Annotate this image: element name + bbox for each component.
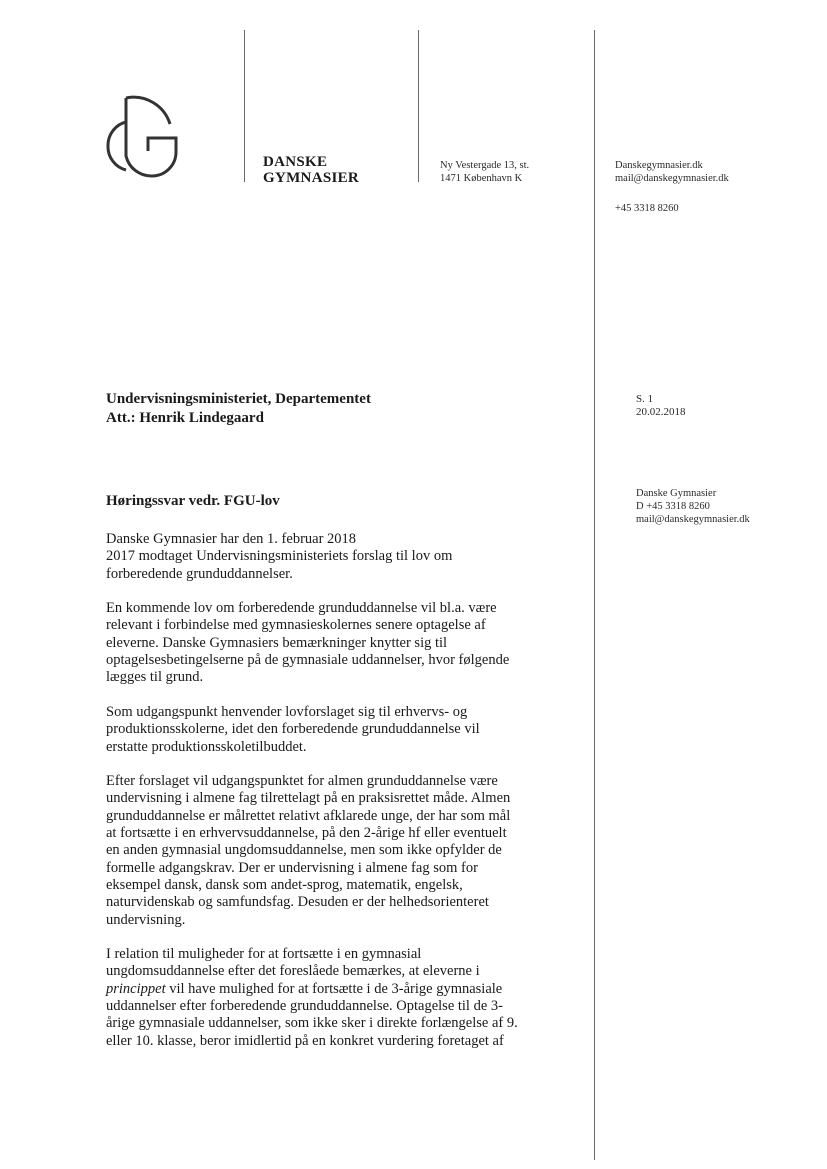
paragraph-line: 2017 modtaget Undervisningsministeriets forslag til lov om	[106, 548, 453, 565]
paragraph-line-rest: vil have mulighed for at fortsætte i de 3-årige gymnasiale	[165, 980, 503, 997]
recipient-line1: Undervisningsministeriet, Departementet	[106, 391, 371, 407]
paragraph	[106, 531, 566, 583]
paragraph-line: undervisning.	[106, 911, 186, 928]
paragraph-line: en anden gymnasial ungdomsuddannelse, men som ikke opfylder de	[106, 842, 502, 859]
recipient-line2: Att.: Henrik Lindegaard	[106, 410, 264, 426]
contact-email[interactable]: mail@danskegymnasier.dk	[636, 514, 750, 525]
address-block	[440, 159, 529, 185]
paragraph-line: erstatte produktionsskoletilbuddet.	[106, 738, 307, 755]
organization-name	[263, 154, 359, 186]
recipient-block	[106, 390, 371, 428]
letter-subject: Høringssvar vedr. FGU-lov	[106, 493, 280, 509]
paragraph-line: relevant i forbindelse med gymnasieskolernes senere optagelse af	[106, 617, 486, 634]
paragraph-line: ungdomsuddannelse efter det foreslåede bemærkes, at eleverne i	[106, 963, 480, 980]
paragraph-line: uddannelser efter forberedende grunduddannelse. Optagelse til de 3-	[106, 998, 503, 1015]
paragraph-line: grunduddannelse er målrettet relativt afklarede unge, der har som mål	[106, 807, 511, 824]
emphasis-text: princippet	[106, 980, 166, 997]
organization-name-line1: DANSKE	[263, 154, 328, 170]
danske-gymnasier-logo	[104, 94, 180, 178]
paragraph-line: lægges til grund.	[106, 669, 204, 686]
paragraph-line: En kommende lov om forberedende grunduddannelse vil bl.a. være	[106, 600, 497, 617]
letter-date: 20.02.2018	[636, 406, 686, 418]
paragraph	[106, 773, 566, 929]
page-number: S. 1	[636, 393, 654, 405]
paragraph-line: formelle adgangskrav. Der er undervisning i almene fag som for	[106, 859, 478, 876]
email-link[interactable]: mail@danskegymnasier.dk	[615, 173, 729, 184]
phone-number: +45 3318 8260	[615, 203, 679, 214]
paragraph-group	[106, 531, 566, 929]
contact-phone: D +45 3318 8260	[636, 501, 710, 512]
divider-middle	[418, 30, 419, 182]
paragraph	[106, 600, 566, 686]
web-contact-block	[615, 159, 729, 185]
paragraph-line: I relation til muligheder for at fortsætte i en gymnasial	[106, 946, 422, 963]
divider-right	[594, 30, 595, 1160]
page-meta	[636, 393, 686, 419]
paragraph-line	[106, 981, 566, 998]
organization-name-line2: GYMNASIER	[263, 170, 360, 186]
paragraph	[106, 704, 566, 756]
paragraph-line: årige gymnasiale uddannelser, som ikke sker i direkte forlængelse af 9.	[106, 1015, 518, 1032]
paragraph-line: undervisning i almene fag tilrettelagt på en praksisrettet måde. Almen	[106, 790, 511, 807]
letter-body	[106, 531, 566, 1067]
contact-name: Danske Gymnasier	[636, 488, 717, 499]
website-link[interactable]: Danskegymnasier.dk	[615, 160, 703, 171]
paragraph-line: produktionsskolerne, idet den forberedende grunduddannelse vil	[106, 721, 480, 738]
paragraph-line: eksempel dansk, dansk som andet-sprog, matematik, engelsk,	[106, 876, 463, 893]
paragraph-line: at fortsætte i en erhvervsuddannelse, på den 2-årige hf eller eventuelt	[106, 825, 507, 842]
paragraph-line: naturvidenskab og samfundsfag. Desuden er der helhedsorienteret	[106, 894, 489, 911]
paragraph	[106, 946, 566, 1050]
divider-left	[244, 30, 245, 182]
paragraph-line: Danske Gymnasier har den 1. februar 2018	[106, 531, 357, 547]
paragraph-line: Som udgangspunkt henvender lovforslaget sig til erhvervs- og	[106, 703, 468, 720]
paragraph-line: forberedende grunduddannelser.	[106, 565, 293, 582]
paragraph-line: eller 10. klasse, beror imidlertid på en konkret vurdering foretaget af	[106, 1032, 504, 1049]
address-city: 1471 København K	[440, 173, 523, 184]
paragraph-line: optagelsesbetingelserne på de gymnasiale uddannelser, hvor følgende	[106, 652, 510, 669]
paragraph-line: Efter forslaget vil udgangspunktet for almen grunduddannelse være	[106, 773, 498, 790]
contact-block	[636, 487, 750, 526]
paragraph-line: eleverne. Danske Gymnasiers bemærkninger knytter sig til	[106, 634, 448, 651]
address-street: Ny Vestergade 13, st.	[440, 160, 530, 171]
